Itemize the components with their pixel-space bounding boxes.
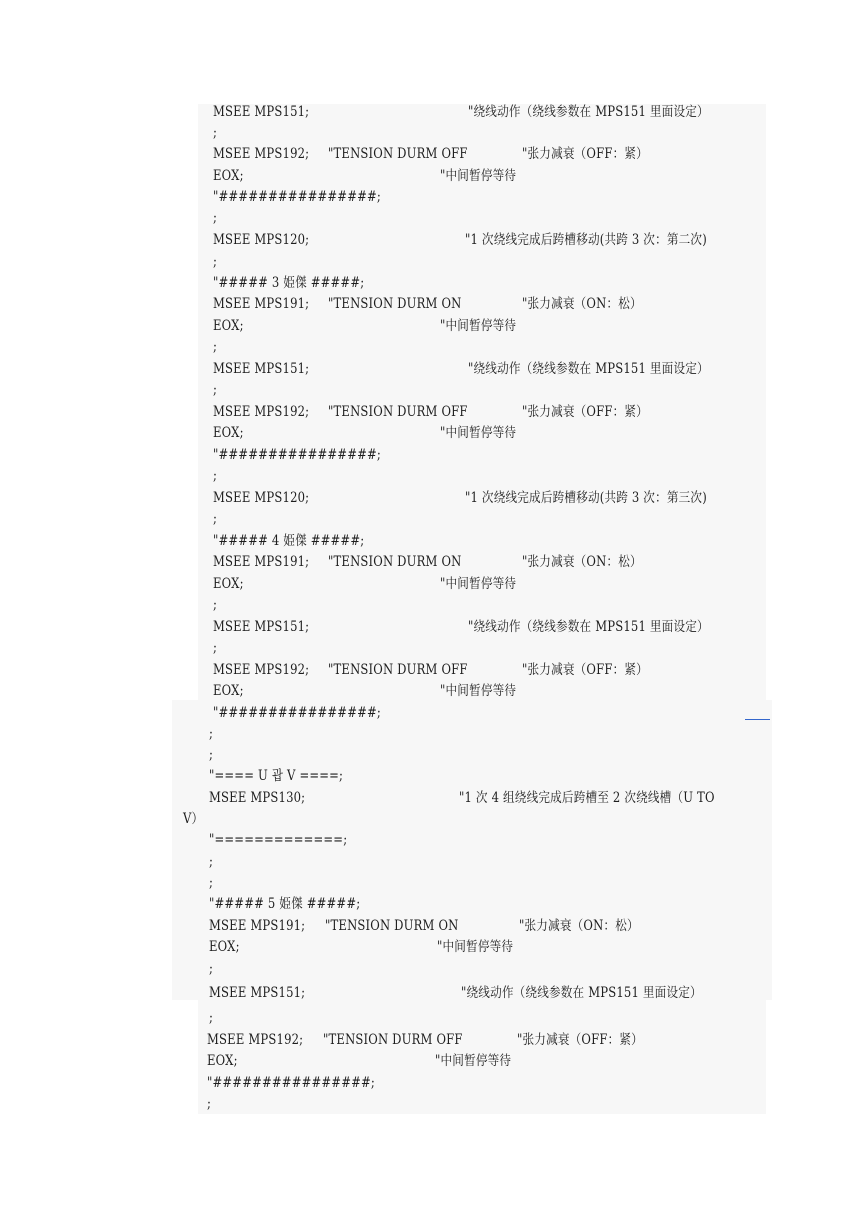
code-line: "################; xyxy=(213,705,381,721)
code-line: "=============; xyxy=(209,832,348,848)
code-comment: "1 次绕线完成后跨槽移动(共跨 3 次：第二次) xyxy=(465,232,707,248)
code-line: MSEE MPS151; xyxy=(213,361,310,377)
code-line: MSEE MPS191; xyxy=(213,296,310,312)
code-line: EOX; xyxy=(209,939,240,955)
code-line: ; xyxy=(209,875,214,891)
code-line: ; xyxy=(213,511,218,527)
code-line: ; xyxy=(209,747,214,763)
code-line: MSEE MPS151; xyxy=(213,104,310,120)
code-comment: "中间暂停等待 xyxy=(440,683,517,699)
code-line: ; xyxy=(209,726,214,742)
code-line: ; xyxy=(207,1096,212,1112)
code-line: MSEE MPS130; xyxy=(209,790,306,806)
section-header: "##### 5 姫傑 #####; xyxy=(209,896,361,912)
code-line: ; xyxy=(209,961,214,977)
code-line: EOX; xyxy=(213,683,244,699)
code-line: MSEE MPS151; xyxy=(209,985,306,1001)
code-line: MSEE MPS151; xyxy=(213,619,310,635)
code-line: "################; xyxy=(207,1075,375,1091)
scanned-code-block-lower xyxy=(172,700,772,1000)
code-comment: "TENSION DURM ON xyxy=(328,554,462,570)
hyperlink-underline[interactable] xyxy=(745,719,770,720)
code-line: ; xyxy=(209,854,214,870)
code-line: ; xyxy=(213,125,218,141)
code-comment: "张力减衰（ON：松） xyxy=(519,918,639,934)
code-comment: "张力减衰（OFF：紧） xyxy=(522,662,648,678)
code-comment: "TENSION DURM ON xyxy=(328,296,462,312)
code-comment: "TENSION DURM OFF xyxy=(328,404,468,420)
code-line: EOX; xyxy=(213,318,244,334)
code-comment: "中间暂停等待 xyxy=(440,576,517,592)
code-line: ; xyxy=(213,597,218,613)
code-comment: "中间暂停等待 xyxy=(440,425,517,441)
code-line: "################; xyxy=(213,189,381,205)
code-line: EOX; xyxy=(207,1053,238,1069)
code-comment: V） xyxy=(183,811,204,827)
code-line: ; xyxy=(213,254,218,270)
code-line: MSEE MPS192; xyxy=(213,662,310,678)
section-header: "##### 3 姫傑 #####; xyxy=(213,275,365,291)
code-line: MSEE MPS120; xyxy=(213,232,310,248)
code-line: ; xyxy=(213,382,218,398)
code-comment: "张力减衰（ON：松） xyxy=(522,296,642,312)
section-header: "==== U 괍 V ====; xyxy=(209,768,344,784)
code-line: MSEE MPS192; xyxy=(207,1032,304,1048)
code-comment: "绕线动作（绕线参数在 MPS151 里面设定） xyxy=(468,361,709,377)
code-comment: "中间暂停等待 xyxy=(440,168,517,184)
code-comment: "张力减衰（ON：松） xyxy=(522,554,642,570)
code-comment: "TENSION DURM OFF xyxy=(328,146,468,162)
code-line: EOX; xyxy=(213,576,244,592)
code-comment: "TENSION DURM ON xyxy=(325,918,459,934)
code-comment: "TENSION DURM OFF xyxy=(328,662,468,678)
code-line: MSEE MPS192; xyxy=(213,146,310,162)
code-line: MSEE MPS120; xyxy=(213,490,310,506)
code-line: ; xyxy=(213,640,218,656)
code-line: EOX; xyxy=(213,168,244,184)
code-line: MSEE MPS192; xyxy=(213,404,310,420)
code-line: ; xyxy=(213,339,218,355)
code-line: MSEE MPS191; xyxy=(209,918,306,934)
code-line: EOX; xyxy=(213,425,244,441)
code-comment: "中间暂停等待 xyxy=(440,318,517,334)
code-comment: "张力减衰（OFF：紧） xyxy=(522,404,648,420)
code-comment: "1 次 4 组绕线完成后跨槽至 2 次绕线槽（U TO xyxy=(459,790,715,806)
code-line: MSEE MPS191; xyxy=(213,554,310,570)
code-comment: "张力减衰（OFF：紧） xyxy=(522,146,648,162)
code-line: "################; xyxy=(213,447,381,463)
code-comment: "绕线动作（绕线参数在 MPS151 里面设定） xyxy=(468,619,709,635)
code-comment: "TENSION DURM OFF xyxy=(323,1032,463,1048)
section-header: "##### 4 姫傑 #####; xyxy=(213,533,365,549)
code-comment: "中间暂停等待 xyxy=(435,1053,512,1069)
code-comment: "张力减衰（OFF：紧） xyxy=(517,1032,643,1048)
code-comment: "1 次绕线完成后跨槽移动(共跨 3 次：第三次) xyxy=(465,490,707,506)
code-line: ; xyxy=(209,1010,214,1026)
code-line: ; xyxy=(213,210,218,226)
code-comment: "中间暂停等待 xyxy=(437,939,514,955)
code-comment: "绕线动作（绕线参数在 MPS151 里面设定） xyxy=(461,985,702,1001)
code-comment: "绕线动作（绕线参数在 MPS151 里面设定） xyxy=(468,104,709,120)
code-line: ; xyxy=(213,468,218,484)
